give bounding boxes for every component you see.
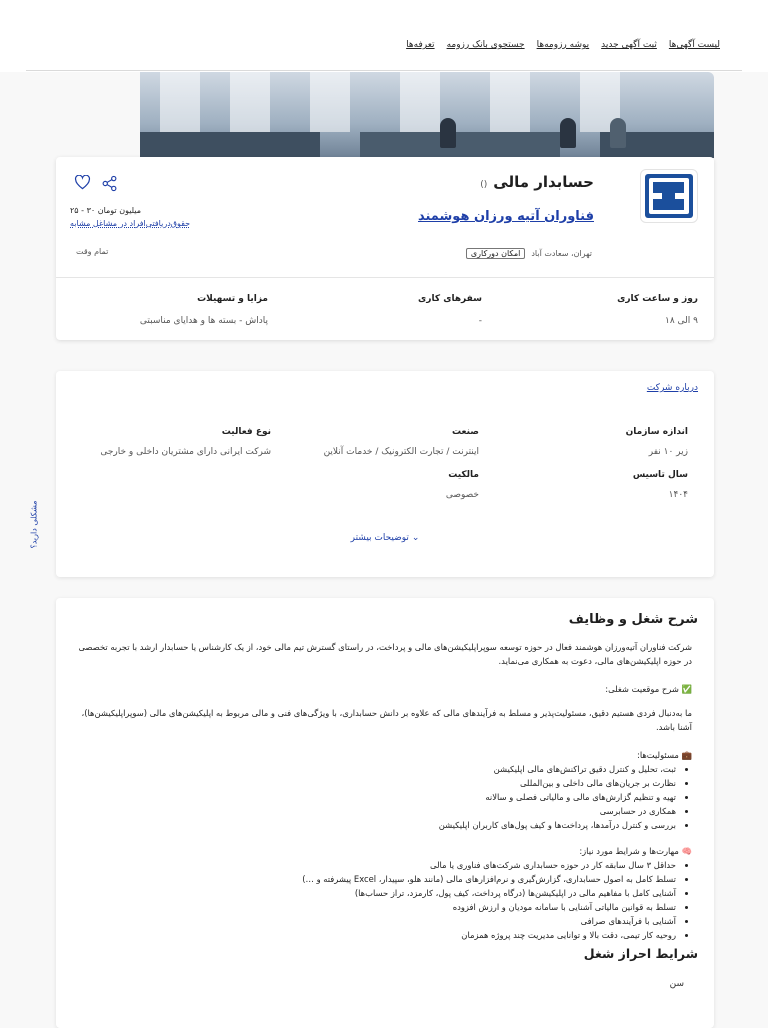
- skills-title: 🧠 مهارت‌ها و شرایط مورد نیاز:: [579, 846, 692, 856]
- requirements-heading: شرایط احراز شغل: [583, 946, 698, 961]
- list-item: • بررسی و کنترل درآمدها، پرداخت‌ها و کیف پول‌های کاربران اپلیکیشن: [74, 818, 676, 832]
- company-industry: [324, 427, 479, 457]
- list-item: • روحیه کار تیمی، دقت بالا و توانایی مدیریت چند پروژه همزمان: [74, 928, 676, 942]
- company-activity-value: شرکت ایرانی دارای مشتریان داخلی و خارجی: [100, 447, 271, 457]
- nav-link-new-ad[interactable]: ثبت آگهی جدید: [601, 40, 657, 50]
- company-ownership: [446, 470, 479, 500]
- nav-link-resume-search[interactable]: جستجوی بانک رزومه: [446, 40, 525, 50]
- responsibilities-list: [74, 762, 692, 832]
- list-item: • تهیه و تنظیم گزارش‌های مالی و مالیاتی فصلی و سالانه: [74, 790, 676, 804]
- nav-divider: [26, 70, 742, 71]
- company-size: [626, 427, 688, 457]
- company-info-card: [56, 371, 714, 577]
- company-name-link[interactable]: فناوران آتیه ورزان هوشمند: [417, 209, 594, 224]
- show-more-button[interactable]: [56, 533, 714, 543]
- company-size-value: زیر ۱۰ نفر: [648, 447, 688, 457]
- card-divider: [56, 277, 714, 278]
- detail-label: روز و ساعت کاری: [617, 294, 698, 304]
- company-ownership-value: خصوصی: [445, 490, 479, 500]
- position-title: ✅ شرح موقعیت شغلی:: [605, 684, 692, 694]
- nav-links: [406, 40, 720, 50]
- salary-range: ۲۵ - ۳۰ میلیون تومان: [70, 206, 141, 215]
- age-label: سن: [669, 979, 684, 989]
- company-ownership-label: مالکیت: [448, 470, 479, 480]
- nav-link-pricing[interactable]: تعرفه‌ها: [406, 40, 435, 50]
- list-item: • ثبت، تحلیل و کنترل دقیق تراکنش‌های مالی اپلیکیشن: [74, 762, 676, 776]
- detail-benefits: [140, 294, 268, 326]
- job-location-row: [466, 248, 592, 259]
- list-item: • تسلط کامل به اصول حسابداری، گزارش‌گیری و نرم‌افزارهای مالی (مانند هلو، سپیدار، Excel پیشرفته و …): [74, 872, 676, 886]
- company-founded-label: سال تاسیس: [632, 470, 688, 480]
- report-problem-tab[interactable]: [24, 500, 44, 548]
- skills-list: [74, 858, 692, 942]
- description-body: [74, 640, 692, 954]
- about-company-link[interactable]: درباره شرکت: [646, 383, 698, 393]
- nav-link-resume-folder[interactable]: بوشه رزومه‌ها: [536, 40, 590, 50]
- heart-icon[interactable]: [74, 175, 91, 196]
- job-summary-card: [56, 157, 714, 340]
- top-navbar: [0, 0, 768, 72]
- company-activity: [100, 427, 271, 457]
- detail-work-hours: [617, 294, 698, 326]
- list-item: • همکاری در حسابرسی: [74, 804, 676, 818]
- list-item: • نظارت بر جریان‌های مالی داخلی و بین‌المللی: [74, 776, 676, 790]
- job-actions: [74, 175, 118, 196]
- detail-value: پاداش - بسته ها و هدایای مناسبتی: [139, 316, 268, 326]
- company-cover-image: [140, 72, 714, 158]
- report-problem-label: مشکلی دارید؟: [29, 499, 39, 549]
- company-founded-value: ۱۴۰۴: [668, 490, 688, 500]
- company-industry-value: اینترنت / تجارت الکترونیک / خدمات آنلاین: [323, 447, 479, 457]
- list-item: • آشنایی کامل با مفاهیم مالی در اپلیکیشن‌ها (درگاه پرداخت، کیف پول، کارمزد، تراز حساب‌ها): [74, 886, 676, 900]
- detail-label: مزایا و تسهیلات: [197, 294, 268, 304]
- company-industry-label: صنعت: [452, 427, 479, 437]
- company-founded: [633, 470, 688, 500]
- remote-badge: امکان دورکاری: [466, 248, 525, 259]
- list-item: • حداقل ۳ سال سابقه کار در حوزه حسابداری شرکت‌های فناوری یا مالی: [74, 858, 676, 872]
- nav-link-ads-list[interactable]: لیست آگهی‌ها: [668, 40, 720, 50]
- job-description-card: [56, 598, 714, 1028]
- similar-salary-link[interactable]: حقوق‌دریافتی‌افراد در مشاغل مشابه: [70, 219, 191, 228]
- position-text: ما به‌دنبال فردی هستیم دقیق، مسئولیت‌پذیر و مسلط به فرآیندهای مالی که علاوه بر دانش حسابداری، با ویژگی‌های فنی و مالی مربوط به اپلیکیشن‌های مالی (سوپراپلیکیشن‌ها)، آشنا باشد.: [81, 708, 692, 732]
- description-intro: شرکت فناوران آتیه‌ورزان هوشمند فعال در حوزه توسعه سوپراپلیکیشن‌های مالی و پرداخت، در راستای گسترش تیم مالی خود، از یک کارشناس یا حسابدار ارشد با تجربه تخصصی در حوزه اپلیکیشن‌های مالی، دعوت به همکاری می‌نماید.: [78, 642, 692, 666]
- description-heading: شرح شغل و وظایف: [568, 612, 698, 627]
- job-title-text: حسابدار مالی: [493, 173, 594, 191]
- detail-label: سفرهای کاری: [418, 294, 482, 304]
- work-type: تمام وقت: [76, 247, 109, 256]
- detail-business-trips: [418, 294, 482, 326]
- company-activity-label: نوع فعالیت: [221, 427, 271, 437]
- chevron-down-icon: ⌄: [411, 533, 420, 543]
- show-more-label: توضیحات بیشتر: [350, 533, 409, 543]
- detail-value: -: [478, 316, 482, 326]
- responsibilities-title: 💼 مسئولیت‌ها:: [637, 750, 692, 760]
- job-title: [480, 173, 594, 191]
- share-icon[interactable]: [101, 175, 118, 196]
- list-item: • آشنایی با فرآیندهای صرافی: [74, 914, 676, 928]
- job-location: تهران، سعادت آباد: [531, 249, 592, 258]
- detail-value: ۹ الی ۱۸: [665, 316, 698, 326]
- job-title-suffix: (): [480, 180, 488, 190]
- list-item: • تسلط به قوانین مالیاتی آشنایی با سامانه مودیان و ارزش افزوده: [74, 900, 676, 914]
- company-logo[interactable]: [640, 169, 698, 223]
- company-size-label: اندازه سازمان: [625, 427, 688, 437]
